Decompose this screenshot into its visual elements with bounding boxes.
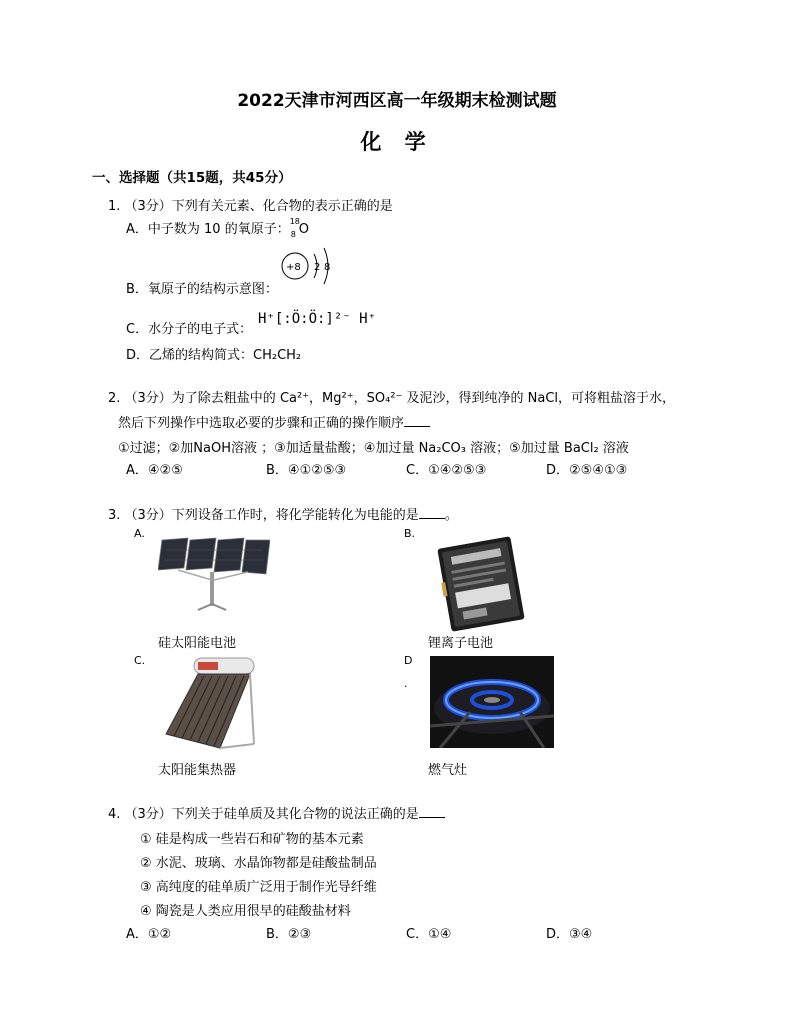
- subject-heading: 化 学: [360, 130, 434, 154]
- q1-option-c: C．水分子的电子式：: [126, 322, 253, 337]
- q2-stem-line1: 2. （3分）为了除去粗盐中的 Ca²⁺，Mg²⁺，SO₄²⁻ 及泥沙，得到纯净的 NaCl，可将粗盐溶于水，: [108, 391, 676, 406]
- q2-option-b: B．④①②⑤③: [266, 463, 347, 478]
- q3-caption-b: 锂离子电池: [428, 636, 494, 651]
- q3-label-c: C.: [134, 654, 146, 667]
- water-electron-formula: H⁺[:Ö:Ö:]²⁻ H⁺: [258, 311, 377, 327]
- q1-stem: 1. （3分）下列有关元素、化合物的表示正确的是: [108, 199, 393, 214]
- q3-label-b: B.: [404, 527, 416, 540]
- isotope-notation: [289, 216, 312, 239]
- q2-stem-line2: [118, 412, 430, 431]
- q1-option-b: B．氧原子的结构示意图：: [126, 282, 278, 297]
- shell-2-electrons: 8: [324, 262, 331, 273]
- answer-blank: [419, 507, 445, 519]
- q4-stem-text: 4. （3分）下列关于硅单质及其化合物的说法正确的是: [108, 807, 419, 822]
- q4-statement-4: ④ 陶瓷是人类应用很早的硅酸盐材料: [140, 904, 351, 919]
- q3-label-a: A.: [134, 527, 145, 540]
- q3-stem-end: 。: [444, 508, 458, 523]
- shell-1-electrons: 2: [314, 262, 321, 273]
- section-heading: 一、选择题（共15题，共45分）: [92, 170, 292, 186]
- q3-caption-c: 太阳能集热器: [158, 763, 237, 778]
- isotope-atomic-number: 8: [290, 229, 296, 239]
- nucleus-charge: +8: [286, 262, 301, 273]
- lithium-ion-battery-image: [428, 536, 534, 632]
- gas-stove-image: [430, 656, 554, 748]
- q2-steps: ①过滤；②加NaOH溶液 ；③加适量盐酸；④加过量 Na₂CO₃ 溶液；⑤加过量 BaCl₂ 溶液: [118, 441, 629, 456]
- isotope-mass: 18: [289, 216, 300, 226]
- q4-statement-1: ① 硅是构成一些岩石和矿物的基本元素: [140, 832, 364, 847]
- q3-stem: [108, 504, 458, 523]
- q3-caption-a: 硅太阳能电池: [158, 636, 237, 651]
- solar-water-heater-image: [158, 656, 258, 750]
- q4-statement-3: ③ 高纯度的硅单质广泛用于制作光导纤维: [140, 880, 377, 895]
- silicon-solar-panel-image: [158, 536, 270, 616]
- q4-option-a: A．①②: [126, 927, 172, 942]
- oxygen-structure-diagram: [278, 242, 348, 292]
- q3-caption-d: 燃气灶: [428, 763, 468, 778]
- q2-option-c: C．①④②⑤③: [406, 463, 487, 478]
- q4-option-d: D．③④: [546, 927, 593, 942]
- q4-statement-2: ② 水泥、玻璃、水晶饰物都是硅酸盐制品: [140, 856, 377, 871]
- q2-option-d: D．②⑤④①③: [546, 463, 628, 478]
- q4-option-b: B．②③: [266, 927, 312, 942]
- answer-blank: [404, 415, 430, 427]
- q2-option-a: A．④②⑤: [126, 463, 183, 478]
- q3-label-d-dot: .: [404, 677, 408, 690]
- answer-blank: [419, 806, 445, 818]
- q1-option-a-text: A．中子数为 10 的氧原子：: [126, 222, 290, 237]
- q4-stem: [108, 803, 445, 822]
- isotope-symbol: O: [298, 221, 309, 237]
- q3-label-d: D: [404, 654, 413, 667]
- q2-stem-line2-text: 然后下列操作中选取必要的步骤和正确的操作顺序: [118, 416, 405, 431]
- q3-stem-text: 3. （3分）下列设备工作时，将化学能转化为电能的是: [108, 508, 419, 523]
- q1-option-a: [126, 218, 312, 238]
- q4-option-c: C．①④: [406, 927, 452, 942]
- exam-title: 2022天津市河西区高一年级期末检测试题: [237, 91, 557, 111]
- q1-option-d: D．乙烯的结构简式：CH₂CH₂: [126, 348, 302, 363]
